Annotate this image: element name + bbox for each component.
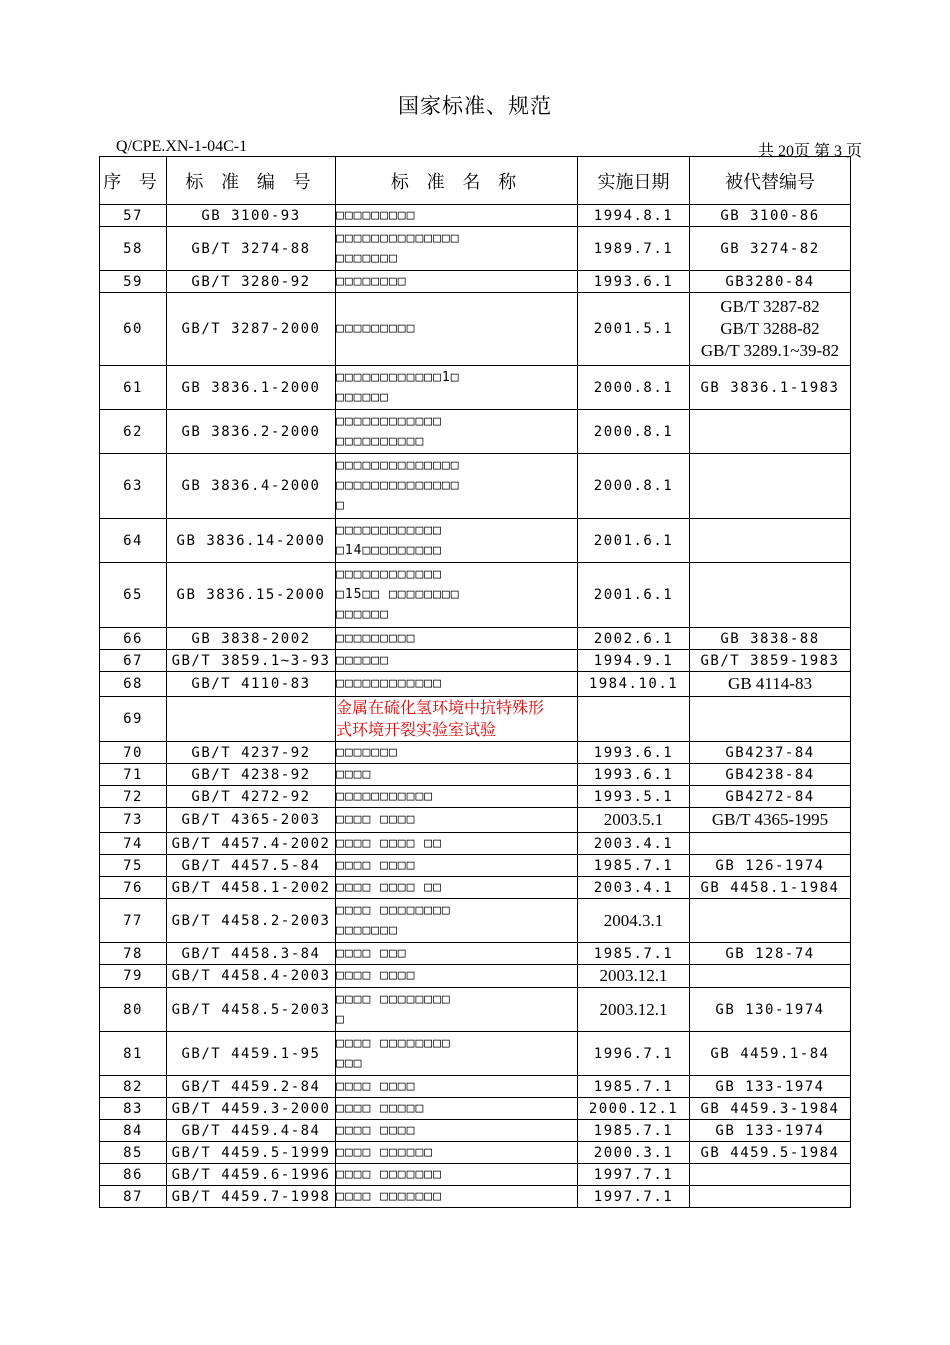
row-standard-code: GB/T 4457.4-2002 <box>167 833 336 855</box>
row-standard-name: □□□□ □□□□ □□ <box>336 877 578 899</box>
row-effective-date: 2000.8.1 <box>578 366 690 410</box>
table-row <box>100 786 851 808</box>
row-effective-date: 2003.4.1 <box>578 833 690 855</box>
row-replaced-code <box>690 697 851 742</box>
row-standard-name: □□□□□□□□□□□□1□ □□□□□□ <box>336 366 578 410</box>
row-serial: 57 <box>100 205 167 227</box>
row-serial: 61 <box>100 366 167 410</box>
row-standard-name: □□□□□□□□□ <box>336 628 578 650</box>
row-replaced-code <box>690 833 851 855</box>
row-standard-code: GB/T 4237-92 <box>167 742 336 764</box>
row-standard-code: GB/T 4459.5-1999 <box>167 1142 336 1164</box>
row-standard-name: □□□□ □□□□□□□□ □□□□□□□ <box>336 899 578 943</box>
row-effective-date: 1985.7.1 <box>578 1120 690 1142</box>
row-standard-code: GB 3100-93 <box>167 205 336 227</box>
table-row <box>100 899 851 943</box>
row-standard-code: GB/T 4458.1-2002 <box>167 877 336 899</box>
row-replaced-code: GB 130-1974 <box>690 988 851 1032</box>
row-serial: 69 <box>100 697 167 742</box>
row-serial: 66 <box>100 628 167 650</box>
row-standard-name: □□□□□□□□□□□□ □15□□ □□□□□□□□ □□□□□□ <box>336 563 578 628</box>
row-standard-code: GB/T 4457.5-84 <box>167 855 336 877</box>
row-standard-code: GB 3838-2002 <box>167 628 336 650</box>
row-replaced-code: GB4272-84 <box>690 786 851 808</box>
row-standard-code: GB/T 4459.6-1996 <box>167 1164 336 1186</box>
row-serial: 63 <box>100 454 167 519</box>
row-replaced-code <box>690 899 851 943</box>
row-standard-code: GB/T 3859.1~3-93 <box>167 650 336 672</box>
table-row <box>100 855 851 877</box>
row-serial: 77 <box>100 899 167 943</box>
row-replaced-code <box>690 454 851 519</box>
table-row <box>100 1098 851 1120</box>
row-serial: 58 <box>100 227 167 271</box>
row-standard-name: 金属在硫化氢环境中抗特殊形 式环境开裂实验室试验 <box>336 697 578 742</box>
row-replaced-code: GB 133-1974 <box>690 1120 851 1142</box>
row-replaced-code: GB 4459.3-1984 <box>690 1098 851 1120</box>
header-serial: 序 号 <box>100 157 167 205</box>
table-header-row <box>100 157 851 205</box>
row-replaced-code: GB 3838-88 <box>690 628 851 650</box>
row-serial: 79 <box>100 965 167 988</box>
row-replaced-code: GB 128-74 <box>690 943 851 965</box>
table-row <box>100 519 851 563</box>
row-standard-code <box>167 697 336 742</box>
row-replaced-code: GB 4459.5-1984 <box>690 1142 851 1164</box>
table-row <box>100 833 851 855</box>
row-effective-date: 1985.7.1 <box>578 943 690 965</box>
row-effective-date: 1993.6.1 <box>578 764 690 786</box>
row-effective-date: 2001.5.1 <box>578 293 690 366</box>
row-replaced-code <box>690 563 851 628</box>
row-standard-code: GB 3836.4-2000 <box>167 454 336 519</box>
row-effective-date: 1993.5.1 <box>578 786 690 808</box>
row-standard-name: □□□□□□□□□□□□□□ □□□□□□□ <box>336 227 578 271</box>
table-row <box>100 1032 851 1076</box>
row-standard-code: GB/T 4459.1-95 <box>167 1032 336 1076</box>
document-code: Q/CPE.XN-1-04C-1 <box>116 138 248 155</box>
row-standard-name: □□□□ <box>336 764 578 786</box>
row-serial: 73 <box>100 808 167 833</box>
row-effective-date: 1985.7.1 <box>578 855 690 877</box>
header-standard-name: 标 准 名 称 <box>336 157 578 205</box>
row-effective-date: 2000.8.1 <box>578 454 690 519</box>
row-serial: 85 <box>100 1142 167 1164</box>
row-standard-code: GB/T 4458.5-2003 <box>167 988 336 1032</box>
row-serial: 67 <box>100 650 167 672</box>
row-standard-name: □□□□ □□□□□□□ <box>336 1186 578 1208</box>
row-effective-date: 2003.4.1 <box>578 877 690 899</box>
row-serial: 71 <box>100 764 167 786</box>
row-standard-code: GB 3836.15-2000 <box>167 563 336 628</box>
row-replaced-code: GB4238-84 <box>690 764 851 786</box>
table-row <box>100 877 851 899</box>
table-row <box>100 563 851 628</box>
row-replaced-code: GB4237-84 <box>690 742 851 764</box>
row-replaced-code: GB 126-1974 <box>690 855 851 877</box>
row-replaced-code: GB 3274-82 <box>690 227 851 271</box>
row-standard-code: GB/T 4458.4-2003 <box>167 965 336 988</box>
table-row <box>100 1164 851 1186</box>
row-serial: 68 <box>100 672 167 697</box>
row-standard-name: □□□□□□□□□ <box>336 293 578 366</box>
header-replaced-code: 被代替编号 <box>690 157 851 205</box>
row-standard-code: GB 3836.14-2000 <box>167 519 336 563</box>
table-row <box>100 410 851 454</box>
row-serial: 74 <box>100 833 167 855</box>
table-row <box>100 650 851 672</box>
table-row <box>100 965 851 988</box>
row-replaced-code: GB 4114-83 <box>690 672 851 697</box>
row-replaced-code: GB3280-84 <box>690 271 851 293</box>
row-serial: 82 <box>100 1076 167 1098</box>
row-effective-date: 2004.3.1 <box>578 899 690 943</box>
row-effective-date: 2001.6.1 <box>578 519 690 563</box>
row-standard-name: □□□□□□□□□□□□ <box>336 672 578 697</box>
row-standard-name: □□□□ □□□□ <box>336 1076 578 1098</box>
row-serial: 87 <box>100 1186 167 1208</box>
row-standard-code: GB/T 4458.2-2003 <box>167 899 336 943</box>
row-standard-code: GB/T 4110-83 <box>167 672 336 697</box>
row-replaced-code <box>690 1164 851 1186</box>
row-serial: 78 <box>100 943 167 965</box>
row-effective-date <box>578 697 690 742</box>
row-serial: 83 <box>100 1098 167 1120</box>
table-row <box>100 628 851 650</box>
row-replaced-code: GB 4458.1-1984 <box>690 877 851 899</box>
row-standard-code: GB/T 4459.4-84 <box>167 1120 336 1142</box>
row-effective-date: 2003.5.1 <box>578 808 690 833</box>
row-serial: 86 <box>100 1164 167 1186</box>
row-standard-name: □□□□□□□□ <box>336 271 578 293</box>
row-replaced-code <box>690 410 851 454</box>
table-row <box>100 205 851 227</box>
row-effective-date: 1989.7.1 <box>578 227 690 271</box>
table-row <box>100 271 851 293</box>
table-row <box>100 988 851 1032</box>
row-effective-date: 1996.7.1 <box>578 1032 690 1076</box>
table-row <box>100 227 851 271</box>
row-standard-name: □□□□□□□□□□□ <box>336 786 578 808</box>
page-info: 共 20页 第 3 页 <box>757 143 862 160</box>
row-effective-date: 1994.9.1 <box>578 650 690 672</box>
row-standard-name: □□□□ □□□□ □□ <box>336 833 578 855</box>
row-effective-date: 2000.8.1 <box>578 410 690 454</box>
row-standard-code: GB 3836.1-2000 <box>167 366 336 410</box>
row-effective-date: 1997.7.1 <box>578 1186 690 1208</box>
row-standard-code: GB/T 4458.3-84 <box>167 943 336 965</box>
row-effective-date: 1993.6.1 <box>578 271 690 293</box>
row-standard-code: GB/T 4272-92 <box>167 786 336 808</box>
table-row <box>100 1076 851 1098</box>
row-serial: 64 <box>100 519 167 563</box>
row-standard-name: □□□□ □□□□ <box>336 1120 578 1142</box>
table-row <box>100 1142 851 1164</box>
row-standard-name: □□□□ □□□□ <box>336 855 578 877</box>
row-standard-name: □□□□□□□□□□□□ □□□□□□□□□□ <box>336 410 578 454</box>
table-row <box>100 1186 851 1208</box>
table-row <box>100 742 851 764</box>
row-effective-date: 1984.10.1 <box>578 672 690 697</box>
row-effective-date: 1994.8.1 <box>578 205 690 227</box>
row-serial: 62 <box>100 410 167 454</box>
row-serial: 81 <box>100 1032 167 1076</box>
row-serial: 75 <box>100 855 167 877</box>
row-replaced-code: GB 133-1974 <box>690 1076 851 1098</box>
row-serial: 59 <box>100 271 167 293</box>
page-title: 国家标准、规范 <box>398 94 552 118</box>
row-replaced-code <box>690 965 851 988</box>
header-standard-code: 标 准 编 号 <box>167 157 336 205</box>
table-row <box>100 808 851 833</box>
row-standard-name: □□□□ □□□□□ <box>336 1098 578 1120</box>
row-effective-date: 2003.12.1 <box>578 965 690 988</box>
row-standard-name: □□□□ □□□□□□□□ □ <box>336 988 578 1032</box>
table-row <box>100 454 851 519</box>
row-replaced-code: GB/T 3287-82 GB/T 3288-82 GB/T 3289.1~39-82 <box>690 293 851 366</box>
row-standard-code: GB/T 4459.2-84 <box>167 1076 336 1098</box>
row-standard-name: □□□□ □□□□ <box>336 965 578 988</box>
table-row <box>100 764 851 786</box>
row-standard-code: GB/T 4459.3-2000 <box>167 1098 336 1120</box>
row-standard-code: GB/T 3287-2000 <box>167 293 336 366</box>
row-standard-name: □□□□□□□□□□□□ □14□□□□□□□□□ <box>336 519 578 563</box>
row-effective-date: 1985.7.1 <box>578 1076 690 1098</box>
row-standard-name: □□□□ □□□ <box>336 943 578 965</box>
header-effective-date: 实施日期 <box>578 157 690 205</box>
table-row <box>100 293 851 366</box>
row-serial: 65 <box>100 563 167 628</box>
standards-table <box>99 156 851 1208</box>
row-standard-code: GB/T 3274-88 <box>167 227 336 271</box>
row-replaced-code <box>690 519 851 563</box>
row-serial: 72 <box>100 786 167 808</box>
row-replaced-code: GB/T 3859-1983 <box>690 650 851 672</box>
row-effective-date: 1997.7.1 <box>578 1164 690 1186</box>
table-row <box>100 943 851 965</box>
row-standard-code: GB/T 4365-2003 <box>167 808 336 833</box>
row-serial: 70 <box>100 742 167 764</box>
row-standard-code: GB/T 4459.7-1998 <box>167 1186 336 1208</box>
row-effective-date: 2003.12.1 <box>578 988 690 1032</box>
row-standard-name: □□□□ □□□□□□ <box>336 1142 578 1164</box>
row-serial: 84 <box>100 1120 167 1142</box>
row-standard-code: GB/T 3280-92 <box>167 271 336 293</box>
row-replaced-code: GB 4459.1-84 <box>690 1032 851 1076</box>
row-standard-name: □□□□ □□□□□□□ <box>336 1164 578 1186</box>
row-effective-date: 2002.6.1 <box>578 628 690 650</box>
row-standard-name: □□□□□□□□□ <box>336 205 578 227</box>
row-effective-date: 2000.3.1 <box>578 1142 690 1164</box>
row-standard-name: □□□□ □□□□ <box>336 808 578 833</box>
table-row <box>100 697 851 742</box>
table-row <box>100 1120 851 1142</box>
row-standard-name: □□□□ □□□□□□□□ □□□ <box>336 1032 578 1076</box>
row-replaced-code: GB 3836.1-1983 <box>690 366 851 410</box>
row-standard-code: GB/T 4238-92 <box>167 764 336 786</box>
row-standard-name: □□□□□□□□□□□□□□ □□□□□□□□□□□□□□ □ <box>336 454 578 519</box>
row-replaced-code: GB/T 4365-1995 <box>690 808 851 833</box>
row-standard-name: □□□□□□ <box>336 650 578 672</box>
row-serial: 76 <box>100 877 167 899</box>
row-serial: 60 <box>100 293 167 366</box>
row-standard-code: GB 3836.2-2000 <box>167 410 336 454</box>
row-replaced-code: GB 3100-86 <box>690 205 851 227</box>
row-standard-name: □□□□□□□ <box>336 742 578 764</box>
row-effective-date: 2001.6.1 <box>578 563 690 628</box>
row-replaced-code <box>690 1186 851 1208</box>
table-row <box>100 672 851 697</box>
row-effective-date: 2000.12.1 <box>578 1098 690 1120</box>
table-row <box>100 366 851 410</box>
row-serial: 80 <box>100 988 167 1032</box>
row-effective-date: 1993.6.1 <box>578 742 690 764</box>
